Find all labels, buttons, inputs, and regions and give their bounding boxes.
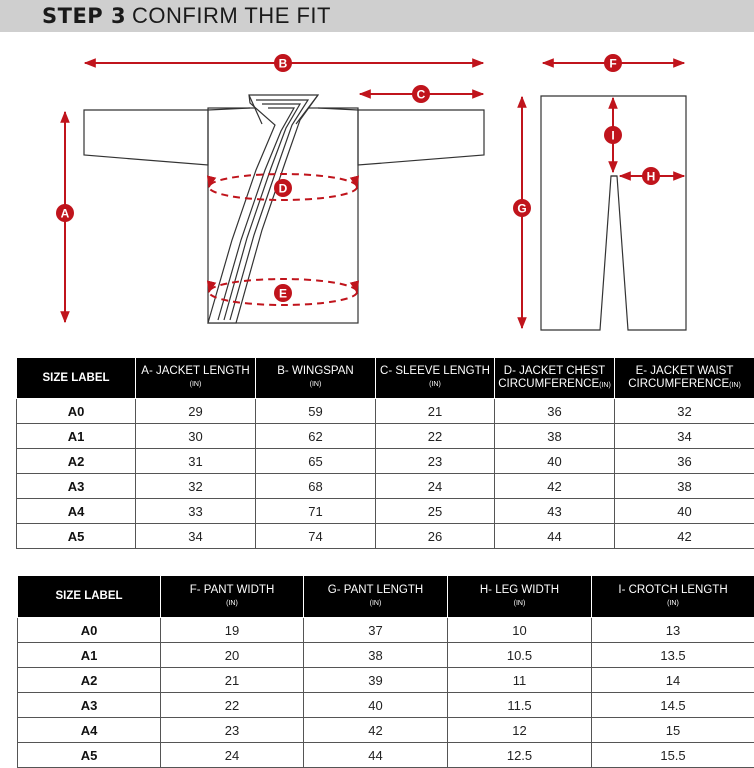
- table-row: [18, 618, 754, 643]
- table-cell: 42: [615, 524, 754, 549]
- table-cell: 40: [615, 499, 754, 524]
- size-label-cell: A4: [17, 499, 136, 524]
- table-row: [18, 718, 754, 743]
- table-cell: 20: [161, 643, 304, 668]
- table-cell: 59: [256, 399, 376, 424]
- table-cell: 32: [136, 474, 256, 499]
- table-cell: 15.5: [592, 743, 754, 768]
- table-cell: 26: [376, 524, 495, 549]
- size-label-cell: A4: [18, 718, 161, 743]
- col-header-crotch-length: I- CROTCH LENGTH (IN): [592, 576, 754, 618]
- table-cell: 13.5: [592, 643, 754, 668]
- table-cell: 36: [495, 399, 615, 424]
- table-cell: 10: [448, 618, 592, 643]
- table-cell: 42: [304, 718, 448, 743]
- gi-measurement-diagram: [0, 32, 754, 342]
- svg-text:H: H: [646, 169, 656, 184]
- table-cell: 32: [615, 399, 754, 424]
- jacket-left-sleeve: [84, 110, 208, 165]
- svg-text:B: B: [278, 56, 288, 71]
- table-cell: 38: [304, 643, 448, 668]
- table-cell: 43: [495, 499, 615, 524]
- table-cell: 42: [495, 474, 615, 499]
- col-header-wingspan: B- WINGSPAN (IN): [256, 358, 376, 399]
- table-row: [17, 449, 754, 474]
- marker-b: [274, 54, 292, 72]
- table-row: [17, 424, 754, 449]
- table-cell: 37: [304, 618, 448, 643]
- col-header-pant-width: F- PANT WIDTH (IN): [161, 576, 304, 618]
- marker-c: [412, 85, 430, 103]
- table-row: [18, 643, 754, 668]
- table-cell: 25: [376, 499, 495, 524]
- table-cell: 62: [256, 424, 376, 449]
- table-row: [18, 743, 754, 768]
- size-label-cell: A5: [18, 743, 161, 768]
- table-cell: 13: [592, 618, 754, 643]
- col-header-sleeve-length: C- SLEEVE LENGTH (IN): [376, 358, 495, 399]
- svg-text:E: E: [278, 286, 288, 301]
- table-row: [17, 499, 754, 524]
- size-label-cell: A0: [18, 618, 161, 643]
- table-cell: 24: [376, 474, 495, 499]
- table-cell: 44: [304, 743, 448, 768]
- table-cell: 22: [161, 693, 304, 718]
- table-cell: 10.5: [448, 643, 592, 668]
- page-title: CONFIRM THE FIT: [132, 3, 331, 28]
- jacket-size-table: [16, 357, 754, 549]
- marker-f: [604, 54, 622, 72]
- table-cell: 74: [256, 524, 376, 549]
- table-cell: 19: [161, 618, 304, 643]
- marker-i: [604, 126, 622, 144]
- table-cell: 12.5: [448, 743, 592, 768]
- col-header-size-label: SIZE LABEL: [18, 576, 161, 618]
- marker-g: [513, 199, 531, 217]
- table-row: [17, 474, 754, 499]
- svg-text:G: G: [517, 201, 527, 216]
- table-cell: 34: [615, 424, 754, 449]
- marker-a: [56, 204, 74, 222]
- svg-text:I: I: [611, 128, 615, 143]
- size-label-cell: A2: [18, 668, 161, 693]
- table-cell: 71: [256, 499, 376, 524]
- table-cell: 38: [495, 424, 615, 449]
- col-header-jacket-waist: E- JACKET WAIST CIRCUMFERENCE(IN): [615, 358, 754, 399]
- marker-e: [274, 284, 292, 302]
- marker-d: [274, 179, 292, 197]
- table-cell: 38: [615, 474, 754, 499]
- size-label-cell: A5: [17, 524, 136, 549]
- table-cell: 36: [615, 449, 754, 474]
- table-cell: 14.5: [592, 693, 754, 718]
- table-cell: 15: [592, 718, 754, 743]
- table-row: [18, 693, 754, 718]
- table-row: [18, 668, 754, 693]
- table-cell: 39: [304, 668, 448, 693]
- table-cell: 30: [136, 424, 256, 449]
- table-cell: 11.5: [448, 693, 592, 718]
- table-cell: 44: [495, 524, 615, 549]
- svg-text:A: A: [60, 206, 70, 221]
- table-header-row: [18, 576, 754, 618]
- size-label-cell: A2: [17, 449, 136, 474]
- table-cell: 34: [136, 524, 256, 549]
- page-header: [0, 0, 754, 32]
- table-cell: 23: [376, 449, 495, 474]
- table-cell: 65: [256, 449, 376, 474]
- table-cell: 14: [592, 668, 754, 693]
- table-cell: 21: [376, 399, 495, 424]
- table-cell: 40: [304, 693, 448, 718]
- table-cell: 31: [136, 449, 256, 474]
- size-label-cell: A1: [18, 643, 161, 668]
- marker-h: [642, 167, 660, 185]
- size-label-cell: A0: [17, 399, 136, 424]
- col-header-jacket-chest: D- JACKET CHEST CIRCUMFERENCE(IN): [495, 358, 615, 399]
- size-label-cell: A3: [17, 474, 136, 499]
- svg-text:F: F: [609, 56, 617, 71]
- col-header-leg-width: H- LEG WIDTH (IN): [448, 576, 592, 618]
- table-cell: 21: [161, 668, 304, 693]
- table-cell: 29: [136, 399, 256, 424]
- table-cell: 23: [161, 718, 304, 743]
- table-cell: 11: [448, 668, 592, 693]
- svg-text:C: C: [416, 87, 426, 102]
- table-cell: 68: [256, 474, 376, 499]
- jacket-right-sleeve: [358, 110, 484, 165]
- table-cell: 22: [376, 424, 495, 449]
- table-cell: 40: [495, 449, 615, 474]
- pant-size-table: [17, 575, 754, 768]
- step-number: STEP 3: [42, 4, 127, 28]
- table-cell: 33: [136, 499, 256, 524]
- col-header-jacket-length: A- JACKET LENGTH (IN): [136, 358, 256, 399]
- table-row: [17, 399, 754, 424]
- size-label-cell: A1: [17, 424, 136, 449]
- table-cell: 12: [448, 718, 592, 743]
- col-header-size-label: SIZE LABEL: [17, 358, 136, 399]
- col-header-pant-length: G- PANT LENGTH (IN): [304, 576, 448, 618]
- table-cell: 24: [161, 743, 304, 768]
- svg-text:D: D: [278, 181, 288, 196]
- table-row: [17, 524, 754, 549]
- table-header-row: [17, 358, 754, 399]
- size-label-cell: A3: [18, 693, 161, 718]
